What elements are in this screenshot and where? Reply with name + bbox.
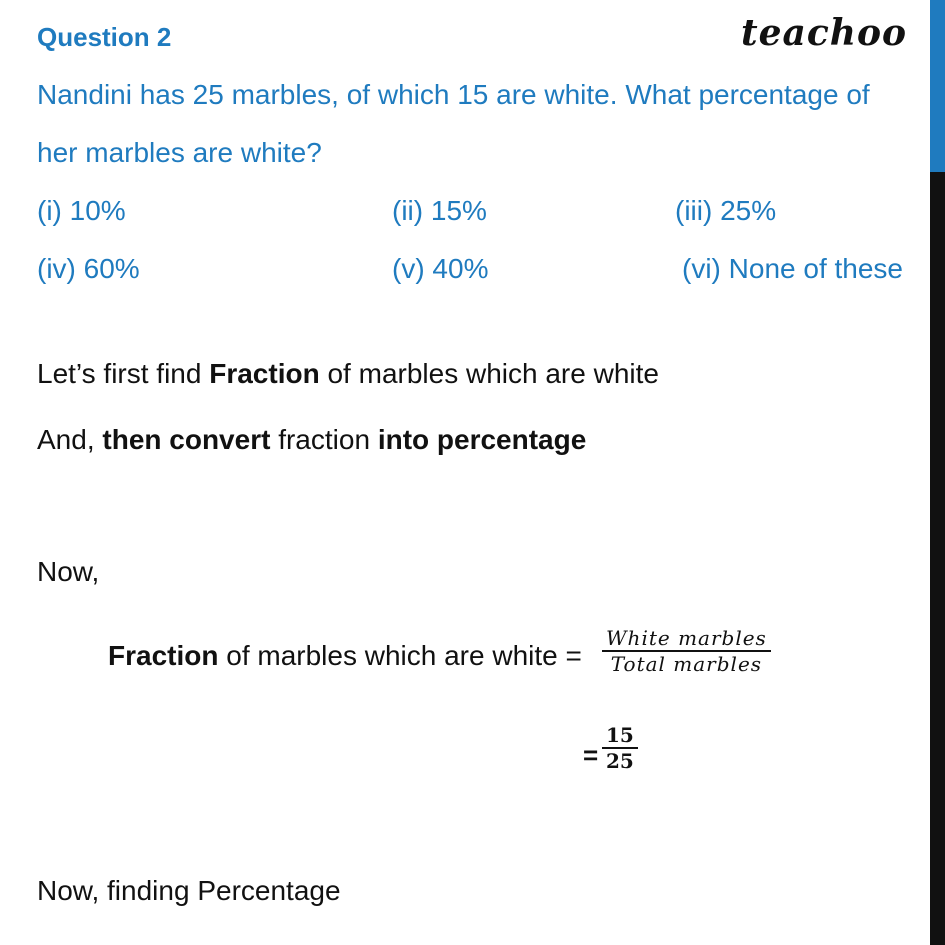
fraction-equation-label: Fraction of marbles which are white =: [108, 640, 582, 671]
question-text-line1: Nandini has 25 marbles, of which 15 are white. What percentage of: [37, 79, 870, 110]
scrollbar-track[interactable]: [930, 0, 945, 945]
fraction-denominator-25: 25: [606, 748, 634, 773]
option-i: (i) 10%: [37, 195, 126, 226]
option-vi: (vi) None of these: [682, 253, 903, 284]
question-text-line2: her marbles are white?: [37, 137, 322, 168]
fraction-15-over-25: [602, 723, 638, 773]
scrollbar-thumb[interactable]: [930, 0, 945, 172]
teachoo-logo: teachoo: [741, 12, 907, 54]
option-iv: (iv) 60%: [37, 253, 140, 284]
fraction-numerator-15: 15: [606, 723, 634, 747]
fraction-numerator: White marbles: [606, 626, 767, 650]
option-iii: (iii) 25%: [675, 195, 777, 226]
solution-now: Now,: [37, 556, 100, 587]
fraction-denominator: Total marbles: [610, 651, 763, 676]
fraction-white-over-total: [602, 626, 771, 676]
solution-line2: And, then convert fraction into percentage: [37, 424, 587, 455]
equals-sign: =: [583, 740, 599, 770]
option-ii: (ii) 15%: [392, 195, 487, 226]
solution-final-line: Now, finding Percentage: [37, 875, 341, 906]
option-v: (v) 40%: [392, 253, 489, 284]
solution-line1: Let’s first find Fraction of marbles which are white: [37, 358, 659, 389]
question-title: Question 2: [37, 22, 172, 52]
